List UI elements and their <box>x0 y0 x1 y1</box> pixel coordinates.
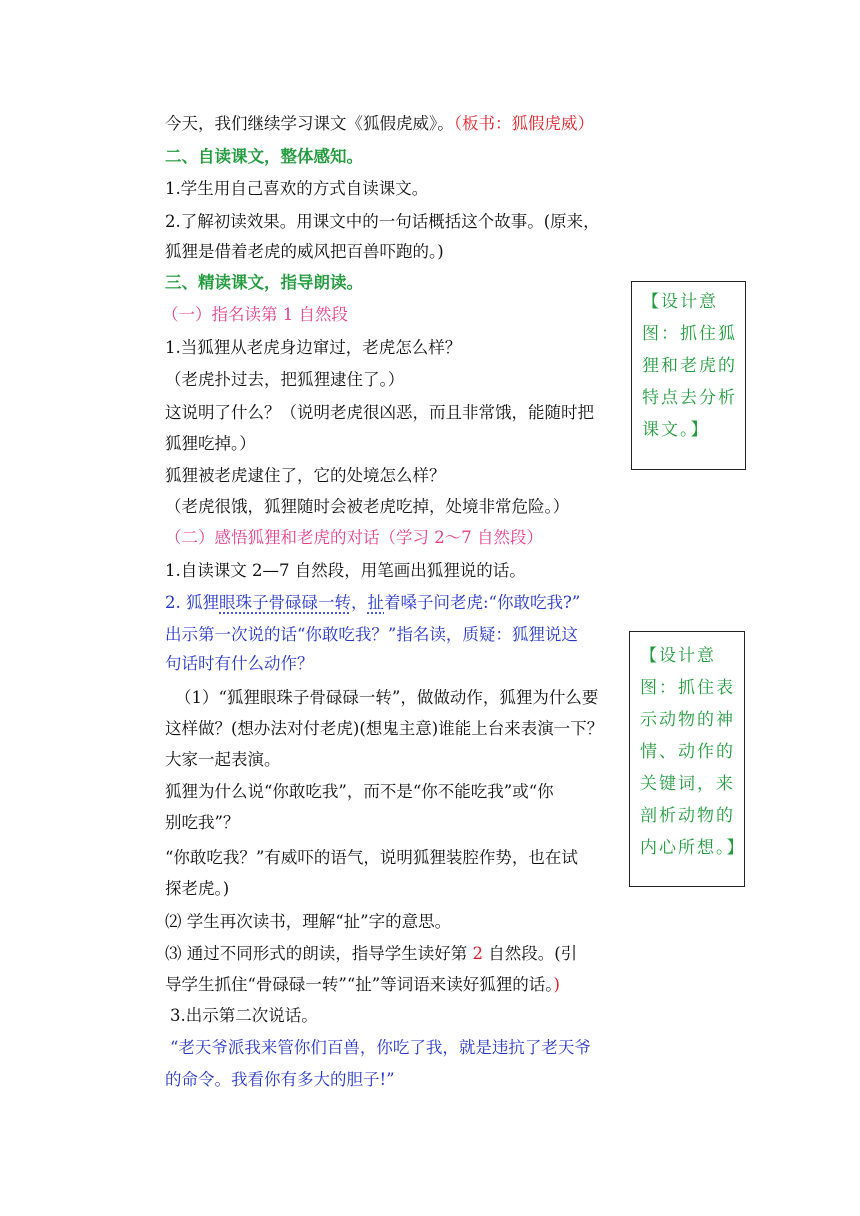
question-3: 狐狸被老虎逮住了，它的处境怎么样？ <box>165 466 446 485</box>
design-note-2-line: 示动物的神 <box>640 710 735 730</box>
design-note-2-line: 内心所想。】 <box>640 838 746 858</box>
point-3-text-b: 自然段。(引 <box>488 944 578 963</box>
point-3-line2-text: 导学生抓住“骨碌碌一转”“扯”等词语来读好狐狸的话。 <box>165 975 554 994</box>
paragraph-number: 2 <box>467 944 489 963</box>
sub1-heading: （一）指名读第 1 自然段 <box>162 305 348 324</box>
answer-3: （老虎很饿，狐狸随时会被老虎吃掉，处境非常危险。） <box>165 497 570 516</box>
point-3-line2 <box>165 973 560 997</box>
point-3-close-paren: ) <box>553 975 560 994</box>
design-note-1-line: 【设计意 <box>642 292 718 312</box>
answer-1: （老虎扑过去，把狐狸逮住了。） <box>165 370 405 389</box>
s2-item2-line1: 2.了解初读效果。用课文中的一句话概括这个故事。(原来， <box>165 212 600 231</box>
fox-quote-1-suffix: 着嗓子问老虎:“你敢吃我?” <box>384 593 581 612</box>
fox-quote-1-emphasis-eyes: 眼珠子骨碌碌一转 <box>219 593 351 612</box>
intro-text: 今天，我们继续学习课文《狐假虎威》。 <box>165 114 454 133</box>
question-1: 1.当狐狸从老虎身边窜过，老虎怎么样？ <box>165 338 462 357</box>
item-3: 3.出示第二次说话。 <box>170 1006 318 1025</box>
read-instruction: 1.自读课文 2—7 自然段，用笔画出狐狸说的话。 <box>165 561 526 580</box>
point-3-line1 <box>165 942 577 966</box>
fox-quote-1 <box>165 591 580 615</box>
tone-line2: 探老虎。) <box>165 879 230 898</box>
tone-line1: “你敢吃我？”有威吓的语气，说明狐狸装腔作势，也在试 <box>165 848 578 867</box>
p1-line2: 这样做？(想办法对付老虎)(想鬼主意)谁能上台来表演一下？ <box>165 719 604 738</box>
fox-quote-1-emphasis-pull: 扯 <box>367 593 384 612</box>
tiger-quote-line1: “老天爷派我来管你们百兽，你吃了我，就是违抗了老天爷 <box>170 1038 591 1057</box>
design-note-2-line: 剖析动物的 <box>640 806 735 826</box>
board-note: （板书：狐假虎威） <box>453 114 594 133</box>
sub2-heading: （二）感悟狐狸和老虎的对话（学习 2～7 自然段） <box>165 528 543 547</box>
intro-line <box>165 112 594 136</box>
design-note-1-line: 课文。】 <box>642 420 710 440</box>
point-3-text-a: ⑶ 通过不同形式的朗读，指导学生读好第 <box>165 944 468 963</box>
why-line2: 别吃我”？ <box>165 813 240 832</box>
design-note-2-line: 图：抓住表 <box>640 678 735 698</box>
p1-line1: （1）“狐狸眼珠子骨碌碌一转”，做做动作，狐狸为什么要 <box>175 688 599 707</box>
fox-quote-1-prefix: 2. 狐狸 <box>165 593 219 612</box>
design-note-1 <box>631 281 746 470</box>
section3-heading: 三、精读课文，指导朗读。 <box>165 273 363 292</box>
design-note-2 <box>629 631 745 887</box>
show1-line1: 出示第一次说的话“你敢吃我？”指名读，质疑：狐狸说这 <box>165 625 578 644</box>
s2-item2-line2: 狐狸是借着老虎的威风把百兽吓跑的。) <box>165 242 444 261</box>
fox-quote-1-comma: ， <box>351 593 368 612</box>
question-2-line2: 狐狸吃掉。） <box>165 434 256 453</box>
design-note-1-line: 图：抓住狐 <box>642 324 737 344</box>
section2-heading: 二、自读课文，整体感知。 <box>165 147 363 166</box>
tiger-quote-line2: 的命令。我看你有多大的胆子!” <box>165 1070 395 1089</box>
show1-line2: 句话时有什么动作？ <box>165 654 314 673</box>
design-note-1-line: 狸和老虎的 <box>642 356 737 376</box>
design-note-1-line: 特点去分析 <box>642 388 737 408</box>
question-2-line1: 这说明了什么？（说明老虎很凶恶，而且非常饿，能随时把 <box>165 403 594 422</box>
design-note-2-line: 【设计意 <box>640 646 716 666</box>
why-line1: 狐狸为什么说“你敢吃我”，而不是“你不能吃我”或“你 <box>165 782 554 801</box>
design-note-2-line: 关键词，来 <box>640 774 735 794</box>
p1-line3: 大家一起表演。 <box>165 750 281 769</box>
s2-item1: 1.学生用自己喜欢的方式自读课文。 <box>165 179 429 198</box>
design-note-2-line: 情、动作的 <box>640 742 735 762</box>
point-2: ⑵ 学生再次读书，理解“扯”字的意思。 <box>165 912 452 931</box>
